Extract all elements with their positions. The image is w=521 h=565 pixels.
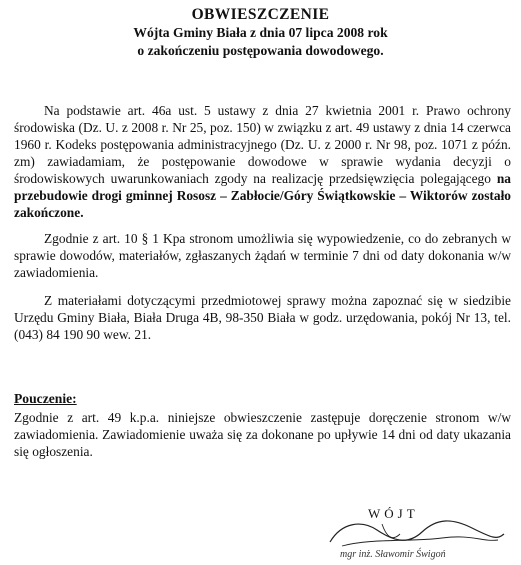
document-subtitle: Wójta Gminy Biała z dnia 07 lipca 2008 rok	[133, 25, 388, 40]
signatory-name: mgr inż. Sławomir Świgoń	[340, 549, 446, 560]
paragraph-legal-basis-text: Na podstawie art. 46a ust. 5 ustawy z dnia 27 kwietnia 2001 r. Prawo ochrony środowiska (Dz. U. z 2008 r. Nr 25, poz. 150) w związku z art. 49 ustawy z dnia 14 czerwca 1960 r. Kodeks postępowania administracyjnego (Dz. U. z 2000 r. Nr 98, poz. 1071 z późn. zm) zawiadamiam, że postępowanie dowodowe w sprawie wydania decyzji o środowiskowych uwarunkowaniach zgody na realizację przedsięwzięcia polegającego	[14, 103, 511, 186]
project-name: na przebudowie drogi gminnej Rososz – Zabłocie/Góry Świątkowskie – Wiktorów zostało zakończone.	[14, 171, 511, 220]
paragraph-legal-basis	[14, 102, 511, 221]
document-header	[0, 6, 521, 60]
signature-office: WÓJT	[368, 506, 419, 521]
document-title: OBWIESZCZENIE	[191, 6, 330, 23]
signature-block	[322, 506, 512, 564]
notice-text: Zgodnie z art. 49 k.p.a. niniejsze obwieszczenie zastępuje doręczenie stronom w/w zawiadomienia. Zawiadomienie uważa się za dokonane po upływie 14 dni od daty ukazania się ogłoszenia.	[14, 410, 511, 459]
paragraph-inspection-info-text: Z materiałami dotyczącymi przedmiotowej sprawy można zapoznać się w siedzibie Urzędu Gminy Biała, Biała Druga 4B, 98-350 Biała w godz. urzędowania, pokój Nr 13, tel. (043) 84 190 90 wew. 21.	[14, 293, 511, 342]
notice-label: Pouczenie:	[14, 391, 77, 406]
paragraph-right-to-comment-text: Zgodnie z art. 10 § 1 Kpa stronom umożliwia się wypowiedzenie, co do zebranych w sprawie dowodów, materiałów, zgłaszanych żądań w terminie 7 dni od daty dokonania w/w zawiadomienia.	[14, 231, 511, 280]
paragraph-right-to-comment	[14, 230, 511, 281]
paragraph-inspection-info	[14, 292, 511, 343]
document-subject: o zakończeniu postępowania dowodowego.	[137, 43, 384, 58]
